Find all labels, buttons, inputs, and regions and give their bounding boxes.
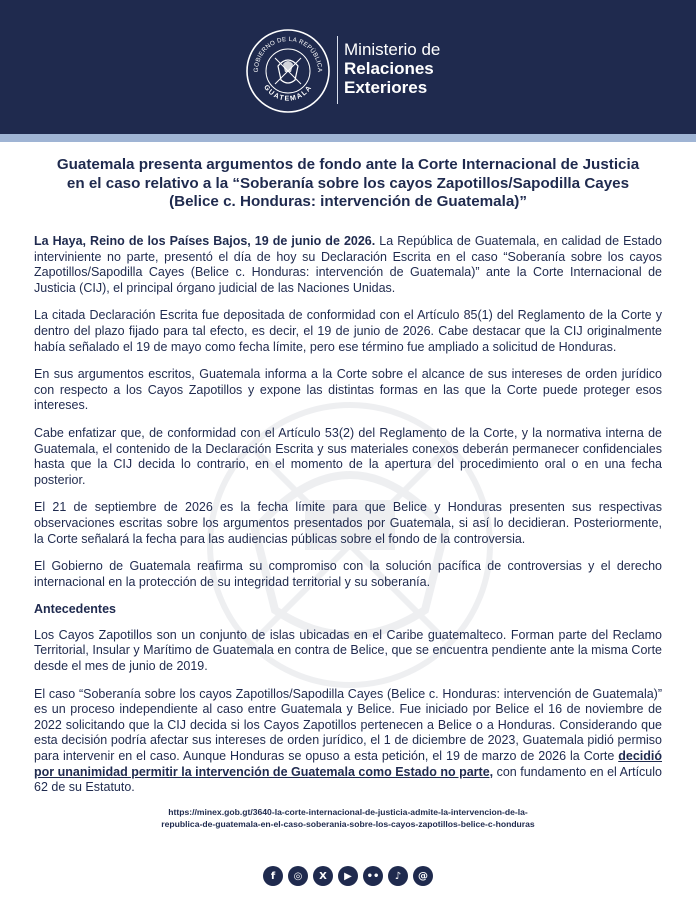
source-url[interactable]: [60, 806, 636, 830]
paragraph-8-text: El caso “Soberanía sobre los cayos Zapotillos/Sapodilla Cayes (Belice c. Honduras: intervención de Guatemala)” es un proceso independiente al caso entre Guatemala y Belice. Fue iniciado por Belice el 16 de noviembre de 2022 solicitando que la CIJ decida si los Cayos Zapotillos pertenecen a Belice o a Honduras. Considerando que esta decisión podría afectar sus intereses de orden jurídico, el 1 de diciembre de 2023, Guatemala pidió permiso para intervenir en el caso. Aunque Honduras se opuso a esta petición, el 19 de marzo de 2026 la Corte: [34, 686, 662, 764]
guatemala-seal-icon: [245, 28, 331, 114]
facebook-icon[interactable]: f: [263, 866, 283, 886]
paragraph-1-text: La República de Guatemala, en calidad de Estado interviniente no parte, presentó el día de hoy su Declaración Escrita en el caso “Soberanía sobre los cayos Zapotillos/Sapodilla Cayes (Belice c. Honduras: intervención de Guatemala)” ante la Corte Internacional de Justicia (CIJ), el principal órgano judicial de las Naciones Unidas.: [34, 234, 663, 295]
header-banner: [0, 0, 696, 134]
paragraph-5: El 21 de septiembre de 2026 es la fecha límite para que Belice y Honduras presenten sus respectivas observaciones escritas sobre los argumentos presentados por Guatemala, si así lo decidieran. Posteriormente, la Corte señalará la fecha para las audiencias públicas sobre el fondo de la controversia.: [34, 500, 662, 546]
paragraph-8: [34, 687, 662, 796]
ministry-logotype: [344, 40, 440, 97]
ministry-line-1: Ministerio de: [344, 40, 441, 59]
tiktok-icon[interactable]: ♪: [388, 866, 408, 886]
flickr-icon[interactable]: ••: [363, 866, 383, 886]
source-url-line-2[interactable]: republica-de-guatemala-en-el-caso-soberania-sobre-los-cayos-zapotillos-belice-c-honduras: [161, 819, 535, 829]
paragraph-2: La citada Declaración Escrita fue depositada de conformidad con el Artículo 85(1) del Reglamento de la Corte y dentro del plazo fijado para tal efecto, es decir, el 19 de junio de 2026. Cabe destacar que la CIJ originalmente había señalado el 19 de mayo como fecha límite, pero ese término fue ampliado a solicitud de Honduras.: [34, 308, 662, 354]
paragraph-7: Los Cayos Zapotillos son un conjunto de islas ubicadas en el Caribe guatemalteco. Forman parte del Reclamo Territorial, Insular y Marítimo de Guatemala en contra de Belice, que se encuentra pendiente ante la misma Corte desde el mes de junio de 2019.: [34, 627, 662, 674]
ministry-line-2: Relaciones: [344, 59, 434, 78]
title-line-1: Guatemala presenta argumentos de fondo ante la Corte Internacional de Justicia: [56, 156, 640, 173]
seal-text-bottom: GUATEMALA: [262, 83, 314, 103]
header-divider: [337, 36, 338, 104]
x-icon[interactable]: X: [313, 866, 333, 886]
header-strip: [0, 134, 696, 142]
threads-icon[interactable]: @: [413, 866, 433, 886]
paragraph-4: Cabe enfatizar que, de conformidad con el Artículo 53(2) del Reglamento de la Corte, y la normativa interna de Guatemala, el contenido de la Declaración Escrita y sus materiales conexos deberán permanecer confidenciales hasta que la CIJ decida lo contrario, en el momento de la apertura del procedimiento oral o en una fecha posterior.: [34, 425, 662, 487]
title-line-2: en el caso relativo a la “Soberanía sobre los cayos Zapotillos/Sapodilla Cayes: [66, 174, 630, 192]
section-heading-antecedentes: Antecedentes: [34, 602, 116, 617]
seal-text-top: GOBIERNO DE LA REPÚBLICA: [252, 35, 324, 73]
ministry-line-3: Exteriores: [344, 78, 428, 97]
press-release-title: [40, 156, 656, 212]
title-line-3: (Belice c. Honduras: intervención de Guatemala)”: [169, 193, 527, 210]
paragraph-1: [34, 234, 662, 296]
source-url-line-1[interactable]: https://minex.gob.gt/3640-la-corte-internacional-de-justicia-admite-la-intervencion-de-la-: [168, 807, 528, 817]
court-decision-link[interactable]: decidió por unanimidad permitir la intervención de Guatemala como Estado no parte,: [34, 749, 662, 779]
instagram-icon[interactable]: ◎: [288, 866, 308, 886]
dateline: La Haya, Reino de los Países Bajos, 19 de junio de 2026.: [34, 234, 376, 248]
press-release-body: [34, 234, 662, 808]
paragraph-8-end: con fundamento en el Artículo 62 de su Estatuto.: [34, 764, 662, 795]
paragraph-3: En sus argumentos escritos, Guatemala informa a la Corte sobre el alcance de sus intereses de orden jurídico con respecto a los Cayos Zapotillos y expone las distintas formas en las que la Corte puede proteger esos intereses.: [34, 367, 662, 413]
social-media-icons: [263, 866, 433, 886]
youtube-icon[interactable]: ▶: [338, 866, 358, 886]
paragraph-6: El Gobierno de Guatemala reafirma su compromiso con la solución pacífica de controversias y el derecho internacional en la protección de su integridad territorial y su soberanía.: [34, 559, 662, 589]
